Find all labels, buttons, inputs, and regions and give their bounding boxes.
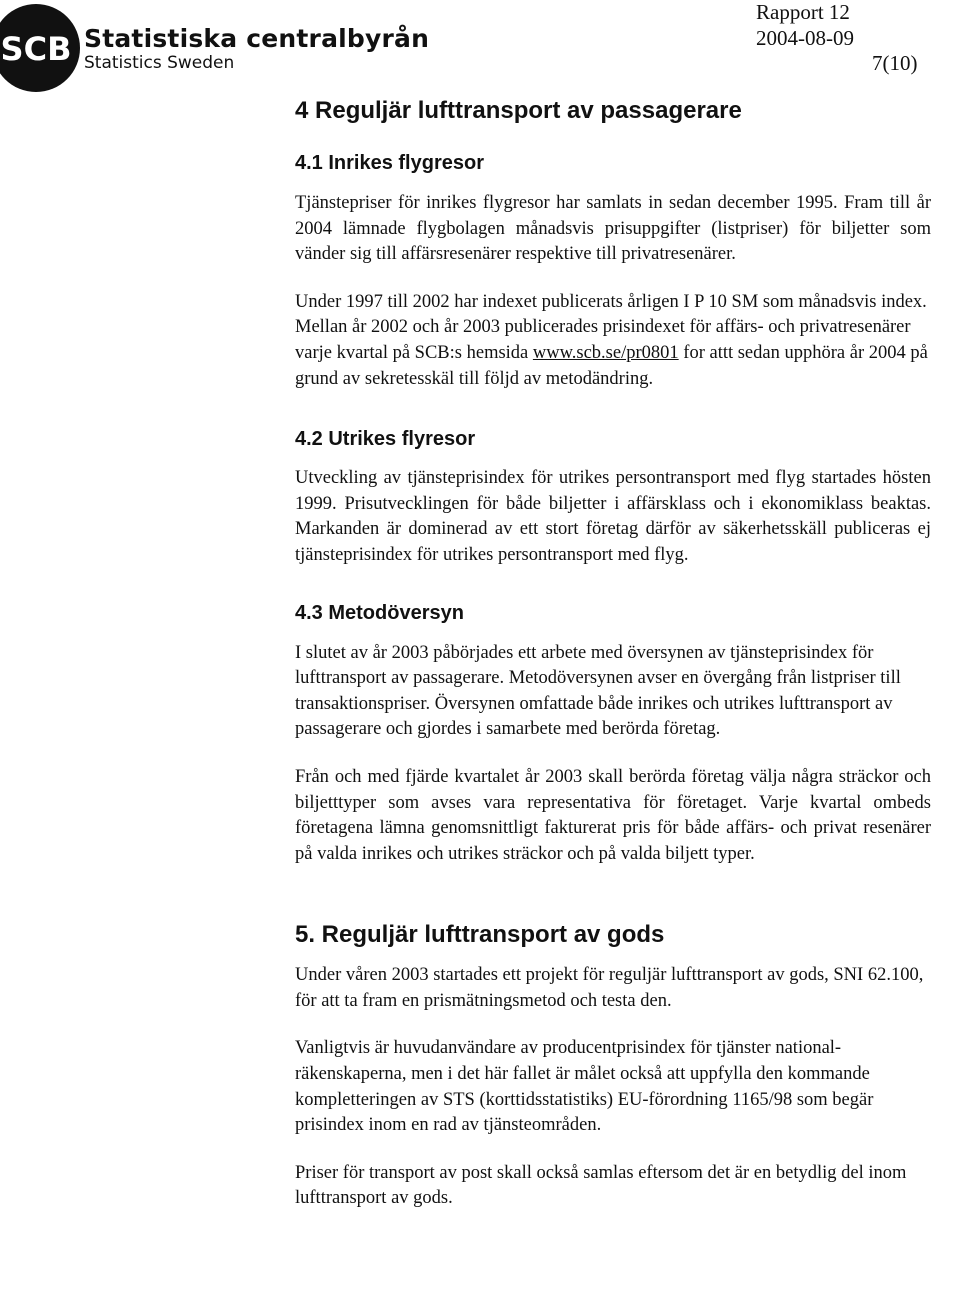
page-number: 7(10)	[872, 51, 918, 75]
logo-lettering: SCB	[0, 30, 72, 68]
section-4-2-paragraph-1: Utveckling av tjänsteprisindex för utrikes persontransport med flyg startades hösten 1999. Prisutvecklingen för både biljetter i affärsklass och i ekonomiklass beaktas. Markanden är dominerad av ett stort företag därför av säkerhetsskäll publiceras ej tjänsteprisindex för utrikes persontransport med flyg.	[295, 468, 931, 565]
section-5-paragraph-3: Priser för transport av post skall också samlas eftersom det är en betydlig del inom lufttransport av gods.	[295, 1162, 907, 1209]
page-header	[0, 0, 960, 100]
section-4-3-paragraph-2: Från och med fjärde kvartalet år 2003 skall berörda företag välja några sträckor och biljetttyper som avses vara representativa för företaget. Varje kvartal ombeds företagena lämna genomsnittligt fakturerat pris för både affärs- och privat resenärer på valda inrikes och utrikes sträckor och på valda biljett typer.	[295, 766, 931, 864]
section-4-1-paragraph-2-text-a: Under 1997 till 2002 har indexet publicerats årligen I P 10 SM som månadsvis index. Mellan år 2002 och år 2003 publicerades prisindexet för affärs- och privatresenärer varje kvartal på SCB:s hemsida	[295, 291, 927, 363]
scb-logo	[0, 2, 80, 94]
report-date: 2004-08-09	[756, 26, 854, 50]
section-4-2-heading: 4.2 Utrikes flyresor	[295, 428, 476, 451]
section-4-3-heading: 4.3 Metodöversyn	[295, 601, 464, 624]
section-4-1-heading: 4.1 Inrikes flygresor	[295, 152, 484, 174]
organization-name: Statistiska centralbyrån	[84, 24, 430, 53]
scb-website-link[interactable]: www.scb.se/pr0801	[532, 342, 679, 363]
section-4-1-paragraph-1: Tjänstepriser för inrikes flygresor har samlats in sedan december 1995. Fram till år 2004 lämnade flygbolagen månadsvis prisuppgifter (listpriser) för biljetter som vänder sig till affärsresenärer respektive till privatresenärer.	[295, 193, 931, 265]
section-4-1-paragraph-2	[295, 290, 931, 392]
section-4-3-paragraph-1: I slutet av år 2003 påbörjades ett arbete med översynen av tjänsteprisindex för lufttransport av passagerare. Metodöversynen avser en övergång från listpriser till transaktionspriser. Översynen omfattade både inrikes och utrikes lufttransport av passagerare och gjordes i samarbete med berörda företag.	[295, 642, 901, 740]
section-5-paragraph-2: Vanligtvis är huvudanvändare av producentprisindex för tjänster national-räkenskaperna, men i det här fallet är målet också att uppfylla den kommande kompletteringen av STS (korttidsstatistiks) EU-förordning 1165/98 som begär prisindex inom en rad av tjänsteområden.	[295, 1038, 874, 1136]
section-5-paragraph-1: Under våren 2003 startades ett projekt för reguljär lufttransport av gods, SNI 62.100, för att ta fram en prismätningsmetod och testa den.	[295, 965, 924, 1011]
report-label: Rapport 12	[756, 0, 850, 24]
section-4-title: 4 Reguljär lufttransport av passagerare	[295, 97, 742, 124]
section-4-1-paragraph-2-text-b: for attt sedan upphöra år 2004 på grund av sekretesskäl till följd av metodändring.	[295, 342, 928, 389]
organization-subtitle: Statistics Sweden	[84, 53, 235, 73]
section-5-title: 5. Reguljär lufttransport av gods	[295, 921, 665, 949]
document-body	[295, 97, 931, 1212]
